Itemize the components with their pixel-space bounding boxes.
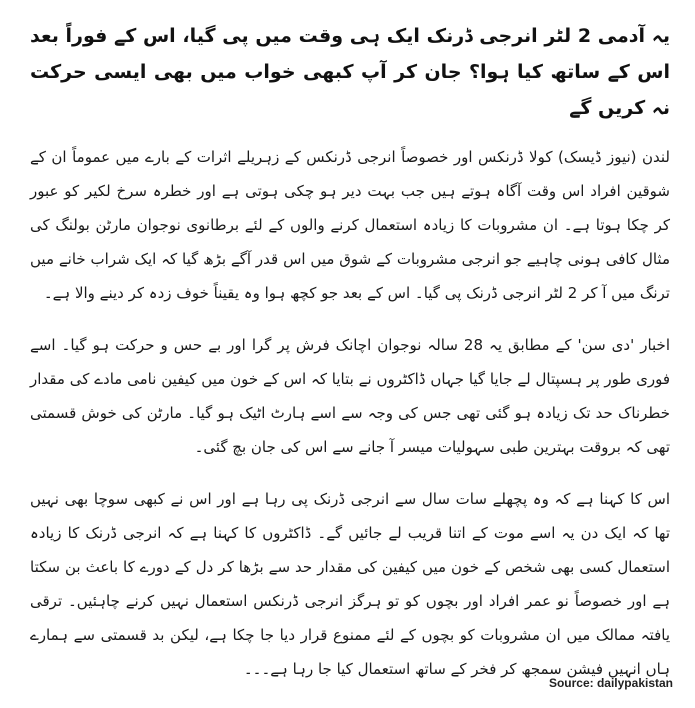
source-credit: Source: dailypakistan <box>548 676 673 690</box>
article-paragraph-2: اخبار 'دی سن' کے مطابق یہ 28 سالہ نوجوان اچانک فرش پر گرا اور بے حس و حرکت ہو گیا۔ اسے فوری طور پر ہسپتال لے جایا گیا جہاں ڈاکٹروں نے بتایا کہ اس کے خون میں کیفین نامی مادے کی مقدار خطرناک حد تک زیادہ ہو گئی تھی جس کی وجہ سے اسے ہارٹ اٹیک ہو گیا۔ مارٹن کی خوش قسمتی تھی کہ بروقت بہترین طبی سہولیات میسر آ جانے سے اس کی جان بچ گئی۔ <box>30 336 670 456</box>
article-paragraph-1: لندن (نیوز ڈیسک) کولا ڈرنکس اور خصوصاً انرجی ڈرنکس کے زہریلے اثرات کے بارے میں عموماً ان کے شوقین افراد اس وقت آگاہ ہوتے ہیں جب بہت دیر ہو چکی ہوتی ہے اور خطرہ سرخ لکیر کو عبور کر چکا ہوتا ہے۔ ان مشروبات کا زیادہ استعمال کرنے والوں کے لئے برطانوی نوجوان مارٹن بولنگ کی مثال کافی ہونی چاہیے جو انرجی مشروبات کے شوق میں اس قدر آگے بڑھ گیا کہ ایک شراب خانے میں ترنگ میں آ کر 2 لٹر انرجی ڈرنک پی گیا۔ اس کے بعد جو کچھ ہوا وہ یقیناً خوف زدہ کر دینے والا ہے۔ <box>30 148 670 302</box>
article-paragraph-3: اس کا کہنا ہے کہ وہ پچھلے سات سال سے انرجی ڈرنک پی رہا ہے اور اس نے کبھی سوچا بھی نہیں تھا کہ ایک دن یہ اسے موت کے اتنا قریب لے جائیں گے۔ ڈاکٹروں کا کہنا ہے کہ انرجی ڈرنک کا زیادہ استعمال کسی بھی شخص کے خون میں کیفین کی مقدار حد سے بڑھا کر دل کے دورے کا باعث بن سکتا ہے اور خصوصاً نو عمر افراد اور بچوں کو تو ہرگز انرجی ڈرنکس استعمال نہیں کرنے چاہئیں۔ ترقی یافتہ ممالک میں ان مشروبات کو بچوں کے لئے ممنوع قرار دیا جا چکا ہے، لیکن بد قسمتی سے ہمارے ہاں انہیں فیشن سمجھ کر فخر کے ساتھ استعمال کیا جا رہا ہے۔۔۔ <box>30 490 670 678</box>
article <box>30 18 670 704</box>
article-headline: یہ آدمی 2 لٹر انرجی ڈرنک ایک ہی وقت میں پی گیا، اس کے فوراً بعد اس کے ساتھ کیا ہوا؟ جان کر آپ کبھی خواب میں بھی ایسی حرکت نہ کریں گے <box>30 25 671 119</box>
